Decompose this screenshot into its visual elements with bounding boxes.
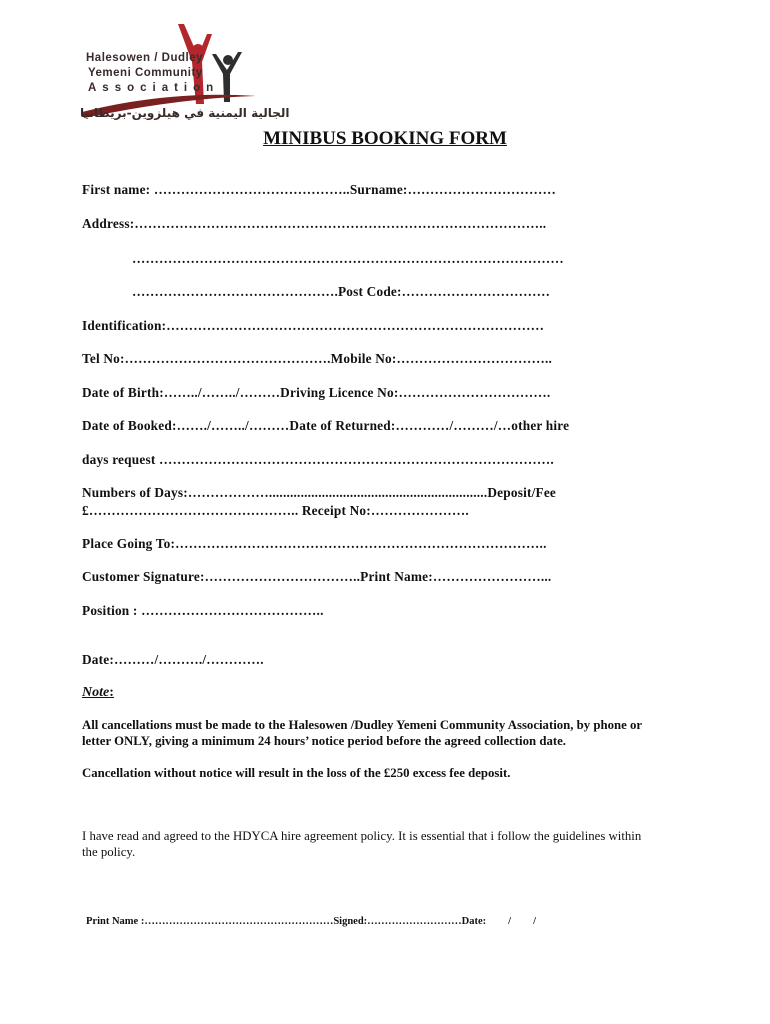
footer-date-slash-2: / [533, 916, 536, 927]
form-title: MINIBUS BOOKING FORM [263, 128, 507, 149]
identification-field[interactable]: Identification:………………………………………………………………………… [82, 318, 545, 333]
date-field[interactable]: Date:………/………./…………. [82, 652, 264, 667]
footer-text: Print Name :………………………………………………Signed:………………………Date: [86, 916, 487, 927]
note-colon: : [109, 685, 114, 700]
logo-arabic-text: الجالية اليمنية في هيلزوين-بريطانيا [80, 106, 290, 120]
days-request-field[interactable]: days request ……………………………………………………………………………. [82, 452, 554, 467]
footer-date-slash-1: / [508, 916, 512, 927]
logo-text-line2: Yemeni Community [88, 67, 203, 79]
numbers-days-deposit-field[interactable]: Numbers of Days:………………..............................................................Deposit/Fee [82, 485, 557, 500]
address-postcode-field[interactable]: ……………………………………….Post Code:…………………………… [132, 284, 551, 299]
tel-mobile-field[interactable]: Tel No:……………………………………….Mobile No:…………………………….. [82, 351, 553, 366]
pound-receipt-field[interactable]: £……………………………………….. Receipt No:…………………. [82, 503, 469, 518]
footer-signature-line[interactable] [86, 916, 536, 927]
first-name-surname-field[interactable]: First name: ……………………………………..Surname:…………………………… [82, 182, 557, 197]
note-deposit-paragraph: Cancellation without notice will result in the loss of the £250 excess fee deposit. [82, 766, 511, 780]
note-heading [82, 685, 114, 701]
booked-returned-field[interactable]: Date of Booked:……./……../………Date of Returned:…………/………/…other hire [82, 418, 570, 433]
address-line2-field[interactable]: …………………………………………………………………………………… [132, 251, 564, 266]
note-cancellation-paragraph: All cancellations must be made to the Halesowen /Dudley Yemeni Community Association, by phone or letter ONLY, giving a minimum 24 hours’ notice period before the agreed collection date. [82, 718, 642, 748]
organization-logo [80, 12, 290, 130]
signature-print-name-field[interactable]: Customer Signature:……………………………..Print Name:……………………... [82, 569, 552, 584]
place-going-field[interactable]: Place Going To:……………………………………………………………………….. [82, 536, 547, 551]
position-field[interactable]: Position : ………………………………….. [82, 603, 324, 618]
agreement-statement: I have read and agreed to the HDYCA hire agreement policy. It is essential that i follow the guidelines within the policy. [82, 829, 642, 859]
dob-licence-field[interactable]: Date of Birth:……../……../………Driving Licence No:……………………………. [82, 385, 551, 400]
logo-text-line1: Halesowen / Dudley [86, 52, 204, 64]
address-field[interactable]: Address:……………………………………………………………………………….. [82, 216, 547, 231]
logo-text-line3: Association [88, 82, 220, 94]
note-heading-text: Note [82, 685, 110, 700]
